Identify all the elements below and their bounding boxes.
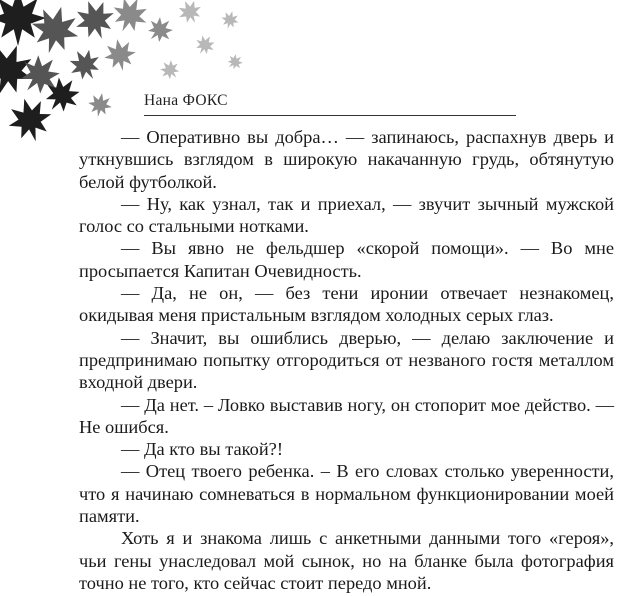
page-body bbox=[79, 126, 614, 594]
running-header-author: Нана ФОКС bbox=[144, 92, 228, 109]
paragraph-3: — Вы явно не фельдшер «скорой помощи». — Во мне просыпается Капитан Очевидность. bbox=[79, 238, 614, 281]
paragraph-1: — Оперативно вы добра… — запинаюсь, распахнув дверь и уткнувшись взглядом в широкую накачанную грудь, обтянутую белой футболкой. bbox=[79, 127, 614, 192]
paragraph-6: — Да нет. – Ловко выставив ногу, он стопорит мое действо. — Не ошибся. bbox=[79, 394, 614, 437]
paragraph-8: — Отец твоего ребенка. – В его словах столько уверенности, что я начинаю сомневаться в нормальном функционировании моей памяти. bbox=[79, 461, 614, 527]
paragraph-2: — Ну, как узнал, так и приехал, — звучит зычный мужской голос со стальными нотками. bbox=[79, 193, 614, 237]
paragraph-9: Хоть я и знакома лишь с анкетными данными того «героя», чьи гены унаследовал мой сынок, но на бланке была фотография точно не того, кто сейчас стоит передо мной. bbox=[79, 528, 614, 593]
header-rule bbox=[144, 115, 516, 116]
paragraph-7: — Да кто вы такой?! bbox=[121, 439, 283, 460]
paragraph-5: — Значит, вы ошиблись дверью, — делаю заключение и предпринимаю попытку отгородиться от незваного гостя металлом входной двери. bbox=[79, 327, 614, 393]
paragraph-4: — Да, не он, — без тени иронии отвечает незнакомец, окидывая меня пристальным взглядом холодных серых глаз. bbox=[79, 283, 614, 326]
